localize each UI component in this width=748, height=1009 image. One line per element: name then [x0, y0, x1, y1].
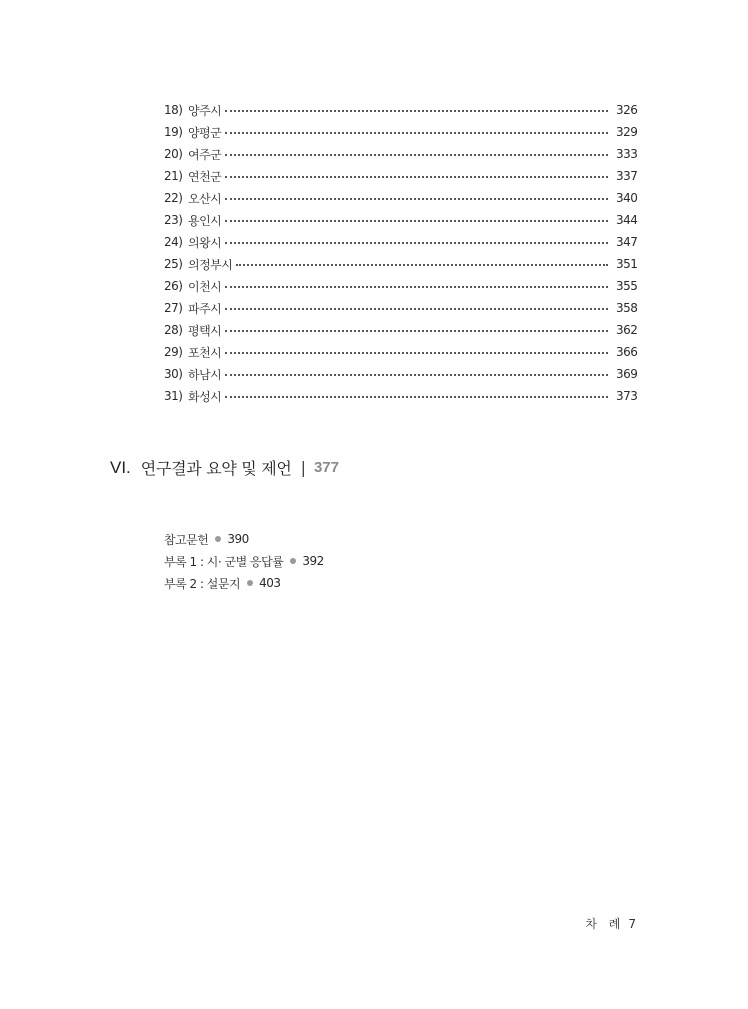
toc-entry[interactable]	[164, 363, 636, 385]
toc-entry-page: 358	[616, 301, 638, 315]
bullet-icon	[247, 580, 253, 586]
appendix-entry-title: 참고문헌	[164, 532, 209, 547]
toc-entry-page: 329	[616, 125, 638, 139]
toc-entry-title: 파주시	[188, 301, 222, 316]
toc-entry-title: 의정부시	[188, 257, 233, 272]
section-title: 연구결과 요약 및 제언	[140, 459, 292, 478]
toc-entry-number: 28)	[164, 323, 183, 337]
toc-entry-number: 23)	[164, 213, 183, 227]
toc-entry-page: 337	[616, 169, 638, 183]
toc-entry-page: 351	[616, 257, 638, 271]
toc-entry-title: 용인시	[188, 213, 222, 228]
appendix-entry-page: 392	[302, 554, 324, 568]
toc-entry[interactable]	[164, 121, 636, 143]
appendix-entry-page: 390	[227, 532, 249, 546]
toc-entry-number: 29)	[164, 345, 183, 359]
toc-entry-number: 24)	[164, 235, 183, 249]
section-page-number: 377	[313, 459, 339, 476]
dot-leader	[225, 330, 608, 332]
toc-entry[interactable]	[164, 297, 636, 319]
toc-entry-page: 369	[616, 367, 638, 381]
toc-entry-number: 22)	[164, 191, 183, 205]
dot-leader	[225, 374, 608, 376]
appendix-entry[interactable]	[164, 528, 324, 550]
appendix-entry-title: 부록 2 : 설문지	[164, 576, 241, 591]
toc-entry-title: 양주시	[188, 103, 222, 118]
toc-entry-title: 오산시	[188, 191, 222, 206]
toc-entry[interactable]	[164, 253, 636, 275]
toc-entry-number: 19)	[164, 125, 183, 139]
toc-entry-number: 20)	[164, 147, 183, 161]
toc-entry-number: 30)	[164, 367, 183, 381]
toc-entry[interactable]	[164, 385, 636, 407]
appendix-entry-page: 403	[259, 576, 281, 590]
toc-entry-number: 21)	[164, 169, 183, 183]
dot-leader	[225, 176, 608, 178]
toc-entry[interactable]	[164, 341, 636, 363]
toc-entry-number: 31)	[164, 389, 183, 403]
toc-entry-title: 여주군	[188, 147, 222, 162]
section-heading	[110, 456, 339, 479]
toc-entry-title: 양평군	[188, 125, 222, 140]
toc-entry[interactable]	[164, 231, 636, 253]
section-number: VI.	[110, 457, 131, 477]
toc-entry-title: 연천군	[188, 169, 222, 184]
toc-entry-title: 화성시	[188, 389, 222, 404]
dot-leader	[225, 154, 608, 156]
toc-entry[interactable]	[164, 143, 636, 165]
footer-label: 차 례	[585, 917, 625, 931]
appendix-entry[interactable]	[164, 550, 324, 572]
bullet-icon	[215, 536, 221, 542]
toc-entry[interactable]	[164, 275, 636, 297]
toc-entry-number: 25)	[164, 257, 183, 271]
toc-entry-title: 이천시	[188, 279, 222, 294]
toc-entry-page: 362	[616, 323, 638, 337]
toc-entry-number: 27)	[164, 301, 183, 315]
toc-entry[interactable]	[164, 99, 636, 121]
toc-list	[164, 99, 636, 407]
toc-entry-title: 하남시	[188, 367, 222, 382]
footer-page-number: 7	[628, 916, 636, 931]
bullet-icon	[290, 558, 296, 564]
toc-entry-page: 344	[616, 213, 638, 227]
toc-entry-page: 373	[616, 389, 638, 403]
toc-entry-page: 326	[616, 103, 638, 117]
dot-leader	[225, 198, 608, 200]
dot-leader	[225, 352, 608, 354]
appendix-entry-title: 부록 1 : 시· 군별 응답률	[164, 554, 284, 569]
toc-entry[interactable]	[164, 209, 636, 231]
toc-entry-page: 366	[616, 345, 638, 359]
toc-entry-page: 347	[616, 235, 638, 249]
appendix-entry[interactable]	[164, 572, 324, 594]
toc-entry-page: 355	[616, 279, 638, 293]
dot-leader	[225, 242, 608, 244]
toc-entry[interactable]	[164, 319, 636, 341]
dot-leader	[225, 110, 608, 112]
toc-entry-page: 340	[616, 191, 638, 205]
dot-leader	[225, 308, 608, 310]
appendix-list	[164, 528, 324, 594]
dot-leader	[225, 286, 608, 288]
dot-leader	[236, 264, 608, 266]
toc-entry-title: 포천시	[188, 345, 222, 360]
toc-entry-page: 333	[616, 147, 638, 161]
toc-entry[interactable]	[164, 187, 636, 209]
toc-entry-number: 26)	[164, 279, 183, 293]
dot-leader	[225, 132, 608, 134]
toc-entry-title: 의왕시	[188, 235, 222, 250]
section-separator: |	[300, 458, 306, 477]
dot-leader	[225, 220, 608, 222]
dot-leader	[225, 396, 608, 398]
toc-entry-number: 18)	[164, 103, 183, 117]
toc-entry[interactable]	[164, 165, 636, 187]
toc-entry-title: 평택시	[188, 323, 222, 338]
page-footer	[585, 915, 636, 932]
